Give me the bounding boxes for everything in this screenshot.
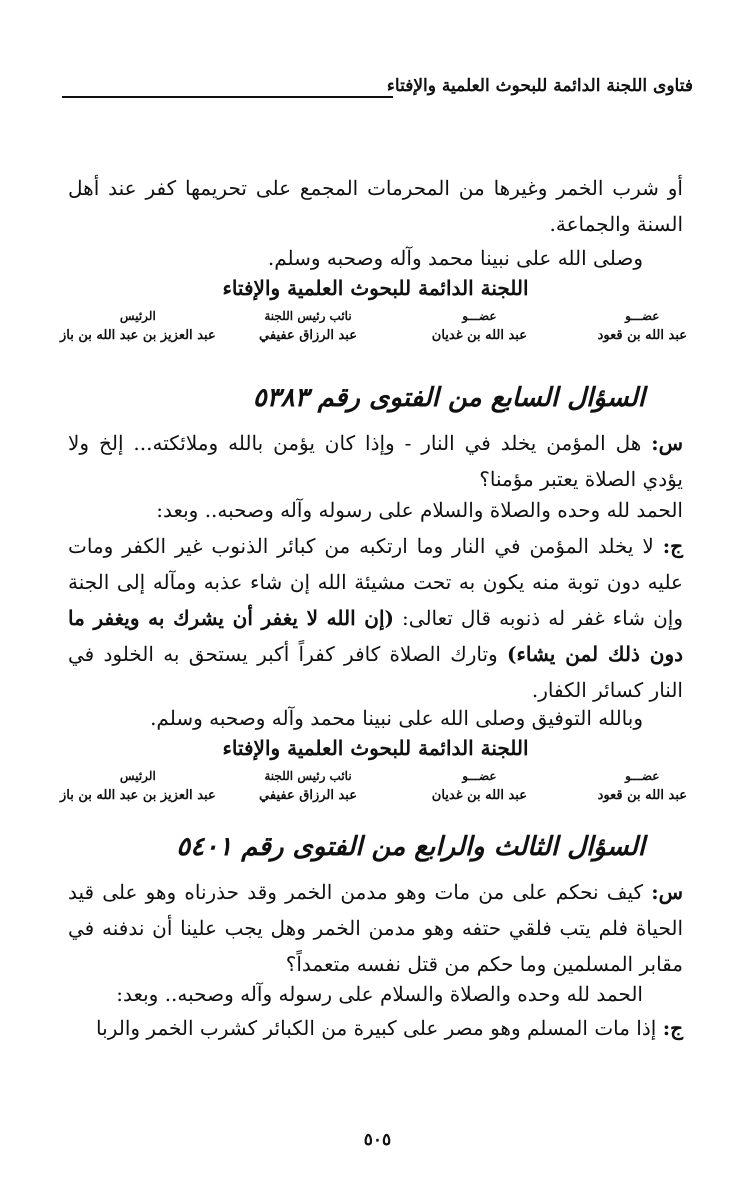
answer-5383 [68, 528, 683, 708]
committee-name: اللجنة الدائمة للبحوث العلمية والإفتاء [222, 736, 529, 760]
fatwa-title-5383: السؤال السابع من الفتوى رقم ٥٣٨٣ [252, 383, 645, 413]
signature-role: عضـــو [625, 309, 660, 323]
signature-role: الرئيس [119, 769, 156, 783]
closing-salutation: وبالله التوفيق وصلى الله على نبينا محمد وآله وصحبه وسلم. [150, 706, 643, 730]
answer-label: ج: [662, 1016, 683, 1040]
fatwa-title-5401: السؤال الثالث والرابع من الفتوى رقم ٥٤٠١ [176, 832, 645, 862]
question-label: س: [651, 431, 683, 455]
signature-block [60, 308, 687, 352]
signature-name: عبد الله بن قعود [597, 788, 687, 803]
praise-formula: الحمد لله وحده والصلاة والسلام على رسوله وآله وصحبه.. وبعد: [156, 498, 683, 522]
question-5383 [68, 425, 683, 497]
signature-member-1 [598, 308, 687, 348]
running-header [62, 76, 693, 104]
answer-label: ج: [662, 534, 683, 558]
signature-role: عضـــو [462, 309, 497, 323]
signature-chairman [60, 308, 216, 348]
signature-role: الرئيس [119, 309, 156, 323]
answer-5401 [68, 1010, 683, 1046]
signature-name: عبد الله بن قعود [597, 328, 687, 343]
signature-role: عضـــو [462, 769, 497, 783]
signature-name: عبد الرزاق عفيفي [259, 328, 357, 343]
answer-text-continued: وتارك الصلاة كافر كفراً أكبر يستحق به الخلود في النار كسائر الكفار. [68, 642, 683, 702]
signature-role: نائب رئيس اللجنة [264, 769, 352, 783]
question-text: كيف نحكم على من مات وهو مدمن الخمر وقد حذرناه وهو على قيد الحياة فلم يتب فلقي حتفه وهو مدمن الخمر وهل يجب علينا أن ندفنه في مقابر المسلمين وما حكم من قتل نفسه متعمداً؟ [68, 880, 683, 976]
question-label: س: [651, 880, 683, 904]
signature-member-1 [598, 768, 687, 808]
quran-verse: (إن الله لا يغفر أن يشرك به ويغفر ما دون ذلك لمن يشاء) [68, 606, 684, 666]
signature-vice-chairman [259, 768, 357, 808]
signature-member-2 [432, 308, 527, 348]
closing-salutation: وصلى الله على نبينا محمد وآله وصحبه وسلم. [267, 246, 643, 270]
header-rule [62, 96, 393, 98]
signature-name: عبد العزيز بن عبد الله بن باز [60, 328, 216, 343]
signature-block [60, 768, 687, 812]
question-text: هل المؤمن يخلد في النار - وإذا كان يؤمن بالله وملائكته... إلخ ولا يؤدي الصلاة يعتبر مؤمنا؟ [68, 431, 683, 491]
praise-formula: الحمد لله وحده والصلاة والسلام على رسوله وآله وصحبه.. وبعد: [116, 982, 643, 1006]
signature-name: عبد الله بن غديان [431, 328, 527, 343]
signature-chairman [60, 768, 216, 808]
signature-role: نائب رئيس اللجنة [264, 309, 352, 323]
signature-member-2 [432, 768, 527, 808]
header-title: فتاوى اللجنة الدائمة للبحوث العلمية والإفتاء [386, 76, 693, 96]
signature-vice-chairman [259, 308, 357, 348]
paragraph-previous-fatwa: أو شرب الخمر وغيرها من المحرمات المجمع على تحريمها كفر عند أهل السنة والجماعة. [68, 176, 683, 236]
signature-name: عبد الرزاق عفيفي [259, 788, 357, 803]
signature-name: عبد العزيز بن عبد الله بن باز [60, 788, 216, 803]
signature-name: عبد الله بن غديان [431, 788, 527, 803]
answer-text: لا يخلد المؤمن في النار وما ارتكبه من كبائر الذنوب غير الكفر ومات عليه دون توبة منه يكون به تحت مشيئة الله إن شاء عذبه ومآله إلى الجنة وإن شاء غفر له ذنوبه قال تعالى: [68, 534, 683, 630]
signature-role: عضـــو [625, 769, 660, 783]
question-5401 [68, 874, 683, 982]
page-number: ٥٠٥ [363, 1130, 392, 1150]
committee-name: اللجنة الدائمة للبحوث العلمية والإفتاء [222, 276, 529, 300]
answer-text: إذا مات المسلم وهو مصر على كبيرة من الكبائر كشرب الخمر والربا [96, 1016, 657, 1040]
